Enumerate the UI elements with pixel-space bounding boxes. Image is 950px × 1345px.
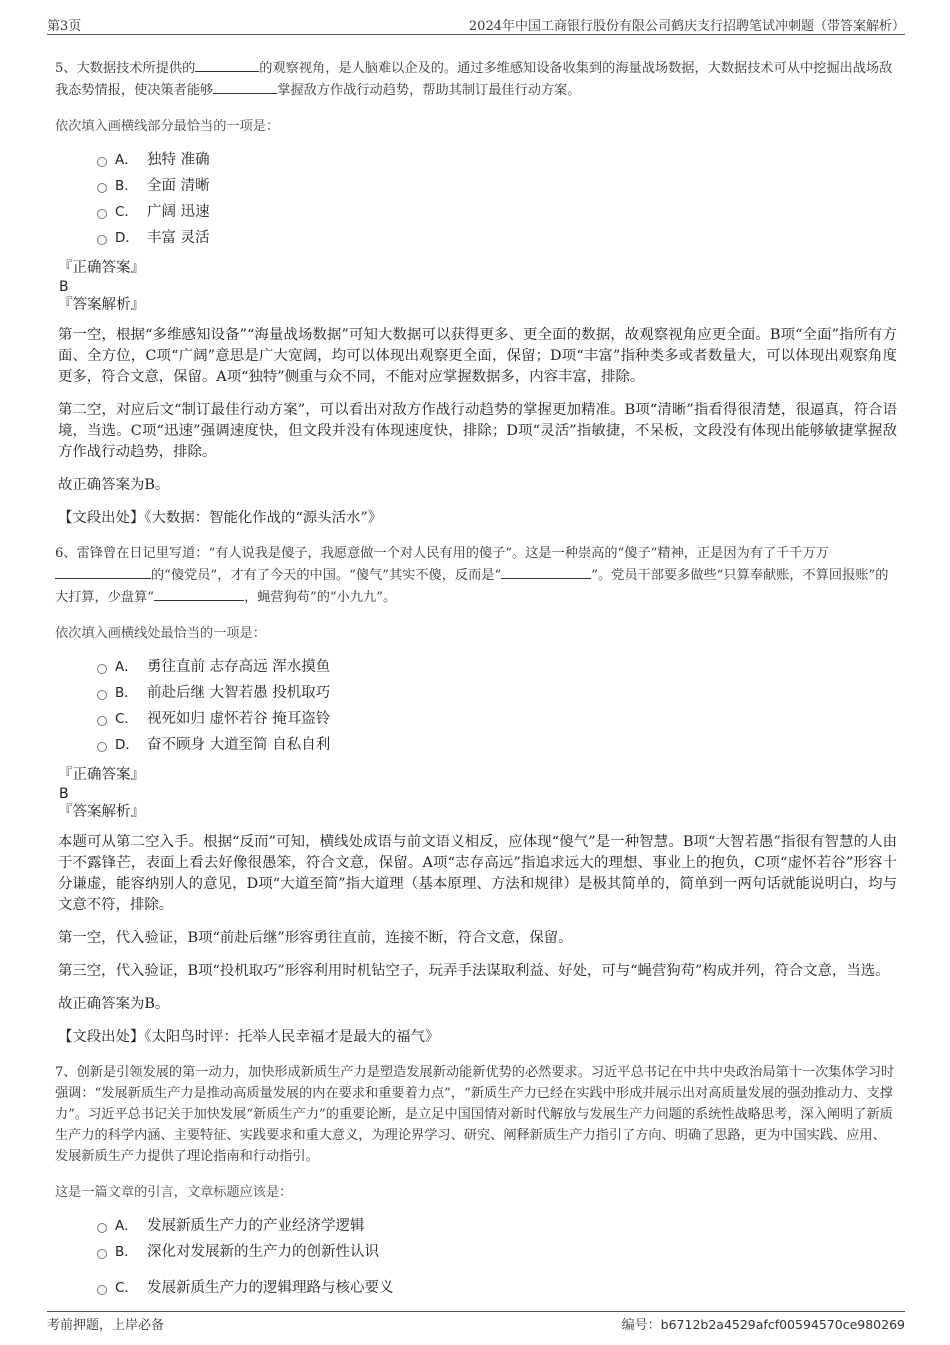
- question-7: [55, 1062, 897, 1301]
- question-6-options: [97, 654, 897, 758]
- document-body: [55, 57, 897, 1301]
- analysis-paragraph: 第二空，对应后文“制订最佳行动方案”，可以看出对敌方作战行动趋势的掌握更加精准。B项“清晰”指看得很清楚，很逼真，符合语境，当选。C项“迅速”强调速度快，但文段并没有体现速度快，排除；D项“灵活”指敏捷，不呆板，文段没有体现出能够敏捷掌握敌方作战行动趋势，排除。: [58, 402, 897, 460]
- analysis-paragraph: 本题可从第二空入手。根据“反而”可知，横线处成语与前文语义相反，应体现“傻气”是一种智慧。B项“大智若愚”指很有智慧的人由于不露锋芒，表面上看去好像很愚笨，符合文意，保留。A项“志存高远”指追求远大的理想、事业上的抱负，C项“虚怀若谷”形容十分谦虚，能容纳别人的意见，D项“大道至简”指大道理（基本原理、方法和规律）是极其简单的，简单到一两句话就能说明白，均与文意不符，排除。: [58, 834, 897, 913]
- radio-icon[interactable]: [97, 664, 107, 674]
- fill-blank: [195, 57, 259, 72]
- radio-icon[interactable]: [97, 209, 107, 219]
- question-5: [55, 57, 897, 529]
- radio-icon[interactable]: [97, 716, 107, 726]
- page-header: [47, 12, 905, 35]
- document-id: 编号：b6712b2a4529afcf00594570ce980269: [621, 1317, 905, 1333]
- correct-answer: B: [59, 279, 69, 295]
- question-6: [55, 543, 897, 1048]
- question-7-options: [97, 1213, 897, 1301]
- document-title: 2024年中国工商银行股份有限公司鹤庆支行招聘笔试冲刺题（带答案解析）: [468, 19, 905, 34]
- option-b[interactable]: B． 前赴后继 大智若愚 投机取巧: [97, 680, 897, 706]
- option-b[interactable]: B． 全面 清晰: [97, 173, 897, 199]
- question-6-prompt: 依次填入画横线处最恰当的一项是：: [55, 626, 266, 641]
- question-7-stem: 7、创新是引领发展的第一动力，加快形成新质生产力是塑造发展新动能新优势的必然要求。习近平总书记在中共中央政治局第十一次集体学习时强调：“发展新质生产力是推动高质量发展的内在要求和重要着力点”，“新质生产力已经在实践中形成并展示出对高质量发展的强劲推动力、支撑力”。习近平总书记关于加快发展“新质生产力”的重要论断，是立足中国国情对新时代解放与发展生产力问题的系统性战略思考，深入阐明了新质生产力的科学内涵、主要特征、实践要求和重大意义，为理论界学习、研究、阐释新质生产力指引了方向、明确了思路，更为中国实践、应用、发展新质生产力提供了理论指南和行动指引。: [55, 1065, 895, 1164]
- radio-icon[interactable]: [97, 1249, 107, 1259]
- radio-icon[interactable]: [97, 1223, 107, 1233]
- analysis-paragraph: 第一空，代入验证，B项“前赴后继”形容勇往直前，连接不断，符合文意，保留。: [58, 930, 573, 946]
- analysis-paragraph: 第三空，代入验证，B项“投机取巧”形容利用时机钻空子，玩弄手法谋取利益、好处，可与“蝇营狗苟”构成并列，符合文意，当选。: [58, 963, 890, 979]
- fill-blank: [213, 79, 277, 94]
- option-c[interactable]: C． 视死如归 虚怀若谷 掩耳盗铃: [97, 706, 897, 732]
- radio-icon[interactable]: [97, 183, 107, 193]
- question-5-prompt: 依次填入画横线部分最恰当的一项是：: [55, 119, 280, 134]
- option-b[interactable]: B． 深化对发展新的生产力的创新性认识: [97, 1239, 897, 1265]
- source-citation: 【文段出处】《太阳鸟时评：托举人民幸福才是最大的福气》: [58, 1029, 440, 1045]
- fill-blank: [55, 564, 151, 579]
- fill-blank: [154, 586, 244, 601]
- option-c[interactable]: C． 广阔 迅速: [97, 199, 897, 225]
- analysis-conclusion: 故正确答案为B。: [58, 477, 170, 493]
- option-c[interactable]: C． 发展新质生产力的逻辑理路与核心要义: [97, 1275, 897, 1301]
- question-5-options: [97, 147, 897, 251]
- question-5-stem: 5、大数据技术所提供的 的观察视角，是人脑难以企及的。通过多维感知设备收集到的海量战场数据，大数据技术可从中挖掘出战场敌我态势情报，使决策者能够 掌握敌方作战行动趋势，帮助其制订最佳行动方案。: [55, 57, 897, 101]
- question-7-prompt: 这是一篇文章的引言，文章标题应该是：: [55, 1185, 293, 1200]
- option-a[interactable]: A． 勇往直前 志存高远 浑水摸鱼: [97, 654, 897, 680]
- analysis-paragraph: 第一空，根据“多维感知设备”“海量战场数据”可知大数据可以获得更多、更全面的数据，故观察视角应更全面。B项“全面”指所有方面、全方位，C项“广阔”意思是广大宽阔，均可以体现出观察更全面，保留；D项“丰富”指种类多或者数量大，可以体现出观察角度更多，符合文意，保留。A项“独特”侧重与众不同，不能对应掌握数据多，内容丰富，排除。: [58, 327, 897, 385]
- fill-blank: [501, 564, 591, 579]
- radio-icon[interactable]: [97, 235, 107, 245]
- option-d[interactable]: D． 丰富 灵活: [97, 225, 897, 251]
- radio-icon[interactable]: [97, 1285, 107, 1295]
- correct-answer-label: 『正确答案』: [58, 260, 145, 276]
- source-citation: 【文段出处】《大数据：智能化作战的“源头活水”》: [58, 510, 383, 526]
- page-footer: [47, 1311, 905, 1334]
- option-a[interactable]: A． 独特 准确: [97, 147, 897, 173]
- footer-slogan: 考前押题，上岸必备: [47, 1318, 165, 1333]
- radio-icon[interactable]: [97, 157, 107, 167]
- page-number: 第3页: [47, 19, 82, 34]
- analysis-label: 『答案解析』: [58, 804, 145, 820]
- correct-answer: B: [59, 786, 69, 802]
- option-a[interactable]: A． 发展新质生产力的产业经济学逻辑: [97, 1213, 897, 1239]
- correct-answer-label: 『正确答案』: [58, 767, 145, 783]
- analysis-conclusion: 故正确答案为B。: [58, 996, 170, 1012]
- radio-icon[interactable]: [97, 742, 107, 752]
- analysis-label: 『答案解析』: [58, 297, 145, 313]
- question-6-stem: 6、雷锋曾在日记里写道：“有人说我是傻子，我愿意做一个对人民有用的傻子”。这是一种崇高的“傻子”精神，正是因为有了千千万万的“傻党员”，才有了今天的中国。“傻气”其实不傻，反而是“ ”。党员干部要多做些“只算奉献账，不算回报账”的大打算，少盘算“ ，蝇营狗苟”的“小九九”。: [55, 546, 889, 605]
- option-d[interactable]: D． 奋不顾身 大道至简 自私自利: [97, 732, 897, 758]
- radio-icon[interactable]: [97, 690, 107, 700]
